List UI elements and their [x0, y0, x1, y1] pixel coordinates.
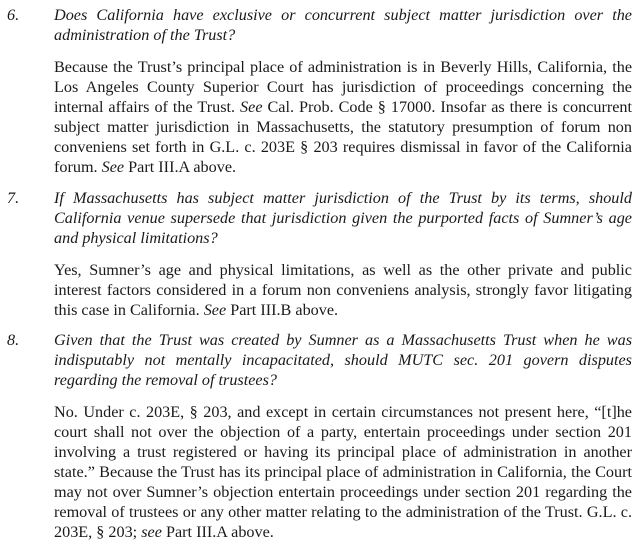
- answer-line: [54, 157, 632, 177]
- answer-text: interest factors considered in a forum non conveniens analysis, strongly favor litigating: [54, 281, 632, 299]
- answer-text: Part III.A above.: [161, 523, 274, 541]
- answer-line: [54, 462, 632, 482]
- answer: [54, 402, 632, 542]
- answer-text: court shall not over the objection of a party, entertain proceedings under section 201: [54, 423, 632, 441]
- answer-line: [54, 300, 632, 320]
- answer-line: [54, 137, 632, 157]
- question-line: Does California have exclusive or concurrent subject matter jurisdiction over the: [54, 6, 632, 24]
- answer: [54, 260, 632, 320]
- citation-signal: See: [240, 98, 263, 116]
- answer-text: Cal. Prob. Code § 17000. Insofar as there is concurrent: [262, 98, 632, 116]
- answer-text: Part III.B above.: [226, 301, 339, 319]
- answer-line: [54, 260, 632, 280]
- answer-text: Part III.A above.: [124, 158, 237, 176]
- answer-line: [54, 422, 632, 442]
- question-line: California venue supersede that jurisdiction given the purported facts of Sumner’s age: [54, 209, 632, 227]
- answer-text: state.” Because the Trust has its principal place of administration in California, the Court: [54, 463, 632, 481]
- question-line: Given that the Trust was created by Sumner as a Massachusetts Trust when he was: [54, 331, 632, 349]
- answer-text: Yes, Sumner’s age and physical limitations, as well as the other private and public: [54, 261, 632, 279]
- citation-signal: See: [203, 301, 227, 319]
- answer-text: Los Angeles County Superior Court has jurisdiction of proceedings concerning the: [54, 78, 632, 96]
- citation-signal: See: [101, 158, 125, 176]
- answer-line: [54, 97, 632, 117]
- answer-text: forum.: [54, 158, 102, 176]
- answer-line: [54, 522, 632, 542]
- answer: [54, 57, 632, 177]
- answer-line: [54, 502, 632, 522]
- question: [54, 188, 632, 248]
- citation-signal: see: [141, 523, 162, 541]
- answer-line: [54, 482, 632, 502]
- answer-line: [54, 77, 632, 97]
- answer-line: [54, 280, 632, 300]
- answer-text: this case in California.: [54, 301, 204, 319]
- item-number: 6.: [7, 6, 20, 24]
- answer-text: may not over Sumner’s objection entertain proceedings under section 201 regarding the: [54, 483, 632, 501]
- question-line: If Massachusetts has subject matter jurisdiction of the Trust by its terms, should: [54, 189, 632, 207]
- answer-line: [54, 442, 632, 462]
- item-number: 7.: [7, 189, 20, 207]
- question: [54, 5, 632, 45]
- answer-line: [54, 117, 632, 137]
- question-line: regarding the removal of trustees?: [54, 371, 277, 389]
- question-line: indisputably not mentally incapacitated, should MUTC sec. 201 govern disputes: [54, 351, 632, 369]
- answer-text: No. Under c. 203E, § 203, and except in certain circumstances not present here, “[t]he: [54, 403, 632, 421]
- answer-line: [54, 57, 632, 77]
- answer-text: Because the Trust’s principal place of administration is in Beverly Hills, California, the: [54, 58, 632, 76]
- answer-line: [54, 402, 632, 422]
- answer-text: subject matter jurisdiction in Massachusetts, the statutory presumption of forum non: [54, 118, 632, 136]
- answer-text: involving a trust registered or having its principal place of administration in another: [54, 443, 632, 461]
- item-number: 8.: [7, 331, 20, 349]
- question-line: and physical limitations?: [54, 229, 218, 247]
- question: [54, 330, 632, 390]
- question-line: administration of the Trust?: [54, 26, 236, 44]
- answer-text: conveniens set forth in G.L. c. 203E § 203 requires dismissal in favor of the California: [54, 138, 632, 156]
- answer-text: internal affairs of the Trust.: [54, 98, 241, 116]
- answer-text: removal of trustees or any other matter relating to the administration of the Trust. G.L. c.: [54, 503, 632, 521]
- answer-text: 203E, § 203;: [54, 523, 142, 541]
